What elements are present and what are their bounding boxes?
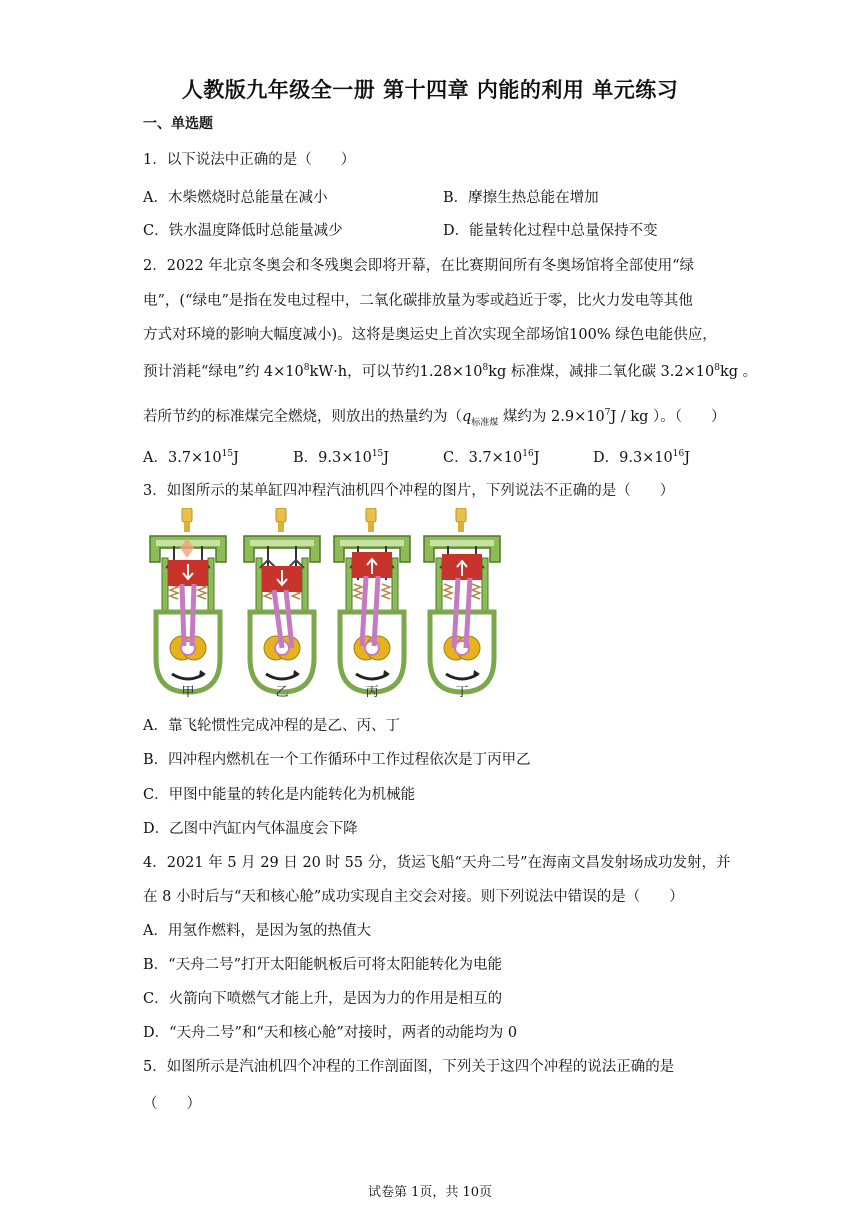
engine-label-jia: 甲 xyxy=(181,685,195,700)
q2-option-c: C．$3.7\times 10^{16}J$ xyxy=(443,449,540,466)
q2-line-5: 若所节约的标准煤完全燃烧，则放出的热量约为（$q_{标准煤}$ 煤约为 $2.9\times 10^7J$ / kg ）。（ ） xyxy=(143,408,726,428)
q3-option-a: A．靠飞轮惯性完成冲程的是乙、丙、丁 xyxy=(143,718,400,734)
engine-jia xyxy=(150,508,226,692)
q4-line-2: 在 8 小时后与“天和核心舱”成功实现自主交会对接。则下列说法中错误的是（ ） xyxy=(143,889,684,905)
q2-option-d: D．$9.3\times 10^{16}J$ xyxy=(593,449,691,466)
q4-option-b: B．“天舟二号”打开太阳能帆板后可将太阳能转化为电能 xyxy=(143,957,502,973)
q2-line-3: 方式对环境的影响大幅度减小)。这将是奥运史上首次实现全部场馆100% 绿色电能供应， xyxy=(143,327,717,343)
q3-stem: 3．如图所示的某单缸四冲程汽油机四个冲程的图片，下列说法不正确的是（ ） xyxy=(143,483,675,499)
q4-line-1: 4．2021 年 5 月 29 日 20 时 55 分，货运飞船“天舟二号”在海南文昌发射场成功发射，并 xyxy=(143,855,731,871)
q3-option-d: D．乙图中汽缸内气体温度会下降 xyxy=(143,821,358,837)
page-footer: 试卷第 1页，共 10页 xyxy=(367,1185,493,1200)
q3-option-c: C．甲图中能量的转化是内能转化为机械能 xyxy=(143,787,416,803)
q1-option-b: B．摩擦生热总能在增加 xyxy=(443,190,599,206)
engine-bing xyxy=(334,508,410,692)
engine-label-ding: 丁 xyxy=(455,685,469,700)
engine-strokes-figure xyxy=(140,508,526,700)
engine-ding xyxy=(424,508,500,692)
q5-line-2: （ ） xyxy=(143,1096,201,1112)
q2-option-b: B．$9.3\times 10^{15}J$ xyxy=(293,449,390,466)
q4-option-a: A．用氢作燃料，是因为氢的热值大 xyxy=(143,923,371,939)
q5-line-1: 5．如图所示是汽油机四个冲程的工作剖面图，下列关于这四个冲程的说法正确的是 xyxy=(143,1059,675,1075)
q1-option-c: C．铁水温度降低时总能量减少 xyxy=(143,223,343,239)
q2-line-2: 电”，(“绿电”是指在发电过程中，二氧化碳排放量为零或趋近于零，比火力发电等其他 xyxy=(143,293,693,309)
q1-option-a: A．木柴燃烧时总能量在减小 xyxy=(143,190,328,206)
q4-option-d: D．“天舟二号”和“天和核心舱”对接时，两者的动能均为 0 xyxy=(143,1025,518,1041)
engine-label-bing: 丙 xyxy=(365,685,379,700)
q2-line-1: 2．2022 年北京冬奥会和冬残奥会即将开幕，在比赛期间所有冬奥场馆将全部使用“绿 xyxy=(143,258,695,274)
section-heading: 一、单选题 xyxy=(143,116,213,132)
engine-label-yi: 乙 xyxy=(275,685,289,700)
q1-stem: 1．以下说法中正确的是（ ） xyxy=(143,152,356,168)
page-title: 人教版九年级全一册 第十四章 内能的利用 单元练习 xyxy=(181,78,679,102)
q4-option-c: C．火箭向下喷燃气才能上升，是因为力的作用是相互的 xyxy=(143,991,503,1007)
q3-option-b: B．四冲程内燃机在一个工作循环中工作过程依次是丁丙甲乙 xyxy=(143,752,531,768)
q2-option-a: A．$3.7\times 10^{15}J$ xyxy=(143,449,239,466)
q2-line-4: 预计消耗“绿电”约 $4\times 10^8kW\cdot h$，可以节约$1.28\times 10^8kg$ 标准煤，减排二氧化碳 $3.2\times 10^8kg$ 。 xyxy=(143,363,758,380)
q1-option-d: D．能量转化过程中总量保持不变 xyxy=(443,223,658,239)
engine-yi xyxy=(244,508,320,692)
